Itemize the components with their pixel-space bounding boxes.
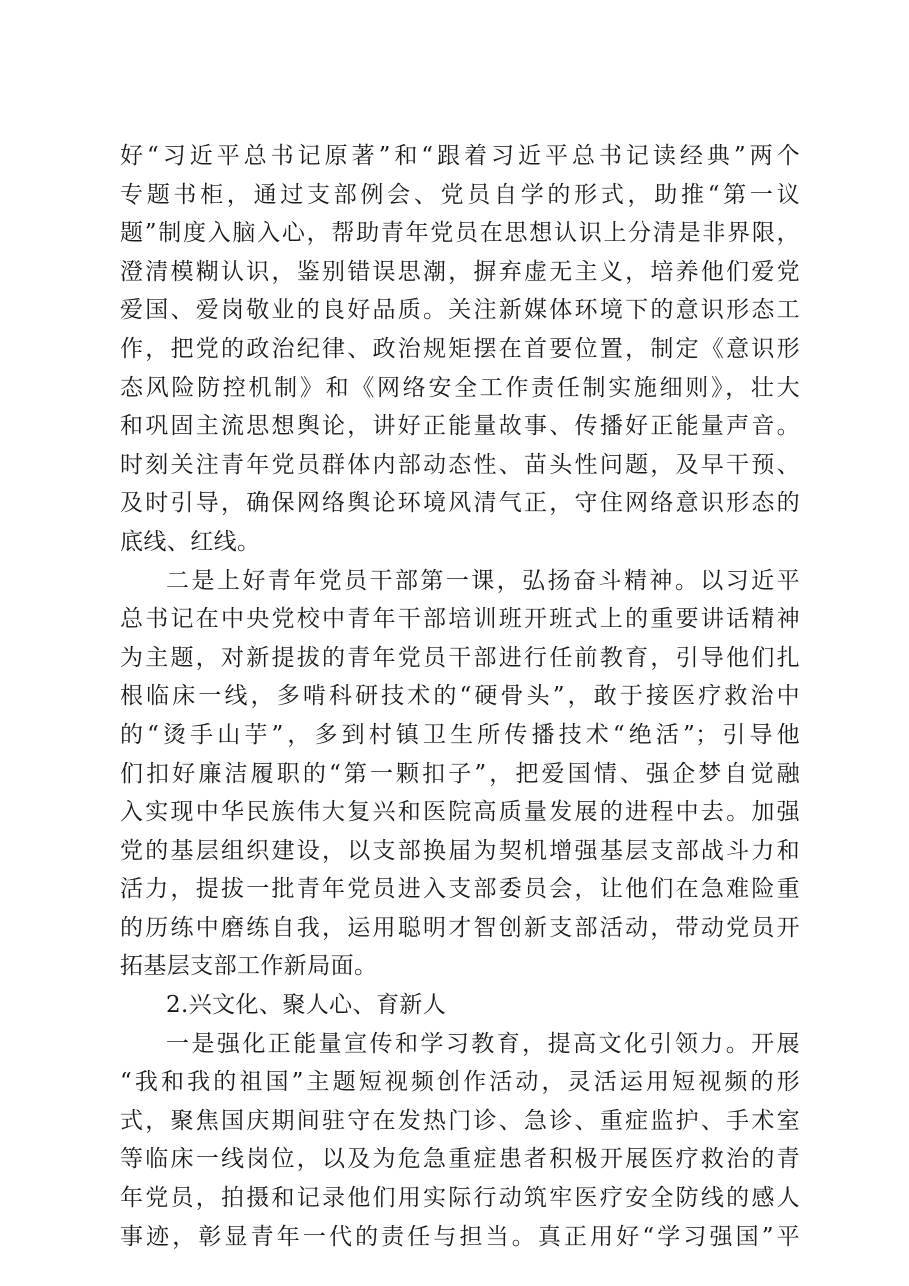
text-line: 等临床一线岗位，以及为危急重症患者积极开展医疗救治的青 [120,1146,800,1173]
text-line: 为主题，对新提拔的青年党员干部进行任前教育，引导他们扎 [120,644,800,671]
text-line: 题”制度入脑入心，帮助青年党员在思想认识上分清是非界限， [120,220,800,247]
section-heading: 2.兴文化、聚人心、育新人 [166,992,447,1019]
text-line: 和巩固主流思想舆论，讲好正能量故事、传播好正能量声音。 [120,413,800,440]
text-line: 时刻关注青年党员群体内部动态性、苗头性问题，及早干预、 [120,451,800,478]
text-line: 澄清模糊认识，鉴别错误思潮，摒弃虚无主义，培养他们爱党 [120,258,800,285]
text-line: 事迹，彰显青年一代的责任与担当。真正用好“学习强国”平 [120,1223,800,1250]
paragraph-start-line: 一是强化正能量宣传和学习教育，提高文化引领力。开展 [166,1030,800,1057]
text-line: “我和我的祖国”主题短视频创作活动，灵活运用短视频的形 [120,1069,800,1096]
text-line: 年党员，拍摄和记录他们用实际行动筑牢医疗安全防线的感人 [120,1185,800,1212]
text-line: 活力，提拔一批青年党员进入支部委员会，让他们在急难险重 [120,876,800,903]
text-line: 底线、红线。 [120,528,261,555]
text-line: 的历练中磨练自我，运用聪明才智创新支部活动，带动党员开 [120,914,800,941]
text-line: 拓基层支部工作新局面。 [120,953,378,980]
text-line: 总书记在中央党校中青年干部培训班开班式上的重要讲话精神 [120,606,800,633]
text-line: 式，聚焦国庆期间驻守在发热门诊、急诊、重症监护、手术室 [120,1107,800,1134]
text-line: 好“习近平总书记原著”和“跟着习近平总书记读经典”两个 [120,143,800,169]
text-line: 爱国、爱岗敬业的良好品质。关注新媒体环境下的意识形态工 [120,297,800,324]
text-line: 态风险防控机制》和《网络安全工作责任制实施细则》，壮大 [120,374,800,401]
text-line: 根临床一线，多啃科研技术的“硬骨头”，敢于接医疗救治中 [120,683,800,710]
text-line: 的“烫手山芋”，多到村镇卫生所传播技术“绝活”；引导他 [120,721,800,748]
body-text [120,137,800,1256]
text-line: 党的基层组织建设，以支部换届为契机增强基层支部战斗力和 [120,837,800,864]
text-line: 们扣好廉洁履职的“第一颗扣子”，把爱国情、强企梦自觉融 [120,760,800,787]
paragraph-start-line: 二是上好青年党员干部第一课，弘扬奋斗精神。以习近平 [166,567,800,594]
text-line: 专题书柜，通过支部例会、党员自学的形式，助推“第一议 [120,181,800,208]
text-line: 作，把党的政治纪律、政治规矩摆在首要位置，制定《意识形 [120,335,800,362]
text-line: 入实现中华民族伟大复兴和医院高质量发展的进程中去。加强 [120,799,800,826]
text-line: 及时引导，确保网络舆论环境风清气正，守住网络意识形态的 [120,490,800,517]
